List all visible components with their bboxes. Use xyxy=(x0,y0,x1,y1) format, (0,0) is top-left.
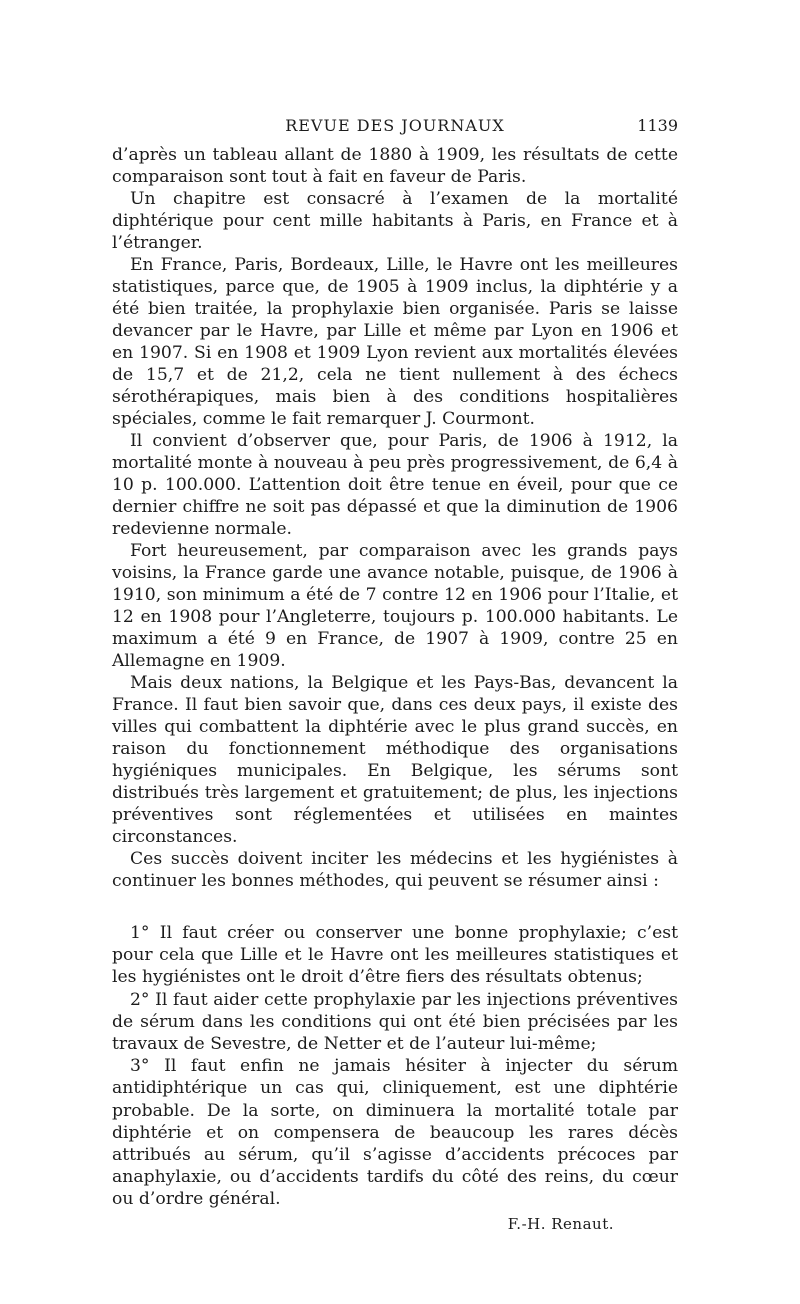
paragraph-methods-intro: Ces succès doivent inciter les médecins et les hygiénistes à continuer les bonnes méthodes, qui peuvent se résumer ainsi : xyxy=(112,849,678,891)
paragraph-france-statistics: En France, Paris, Bordeaux, Lille, le Havre ont les meilleures statistiques, parce que, de 1905 à 1909 inclus, la diphtérie y a été bien traitée, la prophylaxie bien organisée. Paris se laisse devancer par le Havre, par Lille et même par Lyon en 1906 et en 1907. Si en 1908 et 1909 Lyon revient aux mortalités élevées de 15,7 et de 21,2, cela ne tient nullement à des échecs sérothérapiques, mais bien à des conditions hospitalières spéciales, comme le fait remarquer J. Courmont. xyxy=(112,255,678,429)
page-number: 1139 xyxy=(637,116,678,135)
list-item: 3° Il faut enfin ne jamais hésiter à injecter du sérum antidiphtérique un cas qui, cliniquement, est une diphtérie probable. De la sorte, on diminuera la mortalité totale par diphtérie et on compensera de beaucoup les rares décès attribués au sérum, qu’il s’agisse d’accidents précoces par anaphylaxie, ou d’accidents tardifs du côté des reins, du cœur ou d’ordre général. xyxy=(112,1056,678,1210)
paragraph-neighbouring-countries: Fort heureusement, par comparaison avec les grands pays voisins, la France garde une avance notable, puisque, de 1906 à 1910, son minimum a été de 7 contre 12 en 1906 pour l’Italie, et 12 en 1908 pour l’Angleterre, toujours p. 100.000 habitants. Le maximum a été 9 en France, de 1907 à 1909, contre 25 en Allemagne en 1909. xyxy=(112,541,678,671)
recommendations-list xyxy=(112,922,678,1211)
running-title: REVUE DES JOURNAUX xyxy=(285,116,505,135)
paragraph-chapter: Un chapitre est consacré à l’examen de la mortalité diphtérique pour cent mille habitants à Paris, en France et à l’étranger. xyxy=(112,189,678,253)
running-head xyxy=(112,112,678,144)
list-item: 1° Il faut créer ou conserver une bonne prophylaxie; c’est pour cela que Lille et le Havre ont les meilleures statistiques et les hygiénistes ont le droit d’être fiers des résultats obtenus; xyxy=(112,923,678,988)
paragraph-paris-mortality: Il convient d’observer que, pour Paris, de 1906 à 1912, la mortalité monte à nouveau à peu près progressivement, de 6,4 à 10 p. 100.000. L’attention doit être tenue en éveil, pour que ce dernier chiffre ne soit pas dépassé et que la diminution de 1906 redevienne normale. xyxy=(112,431,678,539)
paragraph-comparison: d’après un tableau allant de 1880 à 1909, les résultats de cette comparaison sont tout à fait en faveur de Paris. xyxy=(112,145,678,187)
list-item: 2° Il faut aider cette prophylaxie par les injections préventives de sérum dans les conditions qui ont été bien précisées par les travaux de Sevestre, de Netter et de l’auteur lui-même; xyxy=(112,989,678,1055)
journal-page xyxy=(112,112,678,1235)
article-body xyxy=(112,144,678,892)
paragraph-belgium-netherlands: Mais deux nations, la Belgique et les Pays-Bas, devancent la France. Il faut bien savoir que, dans ces deux pays, il existe des villes qui combattent la diphtérie avec le plus grand succès, en raison du fonctionnement méthodique des organisations hygiéniques municipales. En Belgique, les sérums sont distribués très largement et gratuitement; de plus, les injections préventives sont réglementées et utilisées en maintes circonstances. xyxy=(112,673,678,847)
author-signature: F.-H. Renaut. xyxy=(507,1214,614,1233)
